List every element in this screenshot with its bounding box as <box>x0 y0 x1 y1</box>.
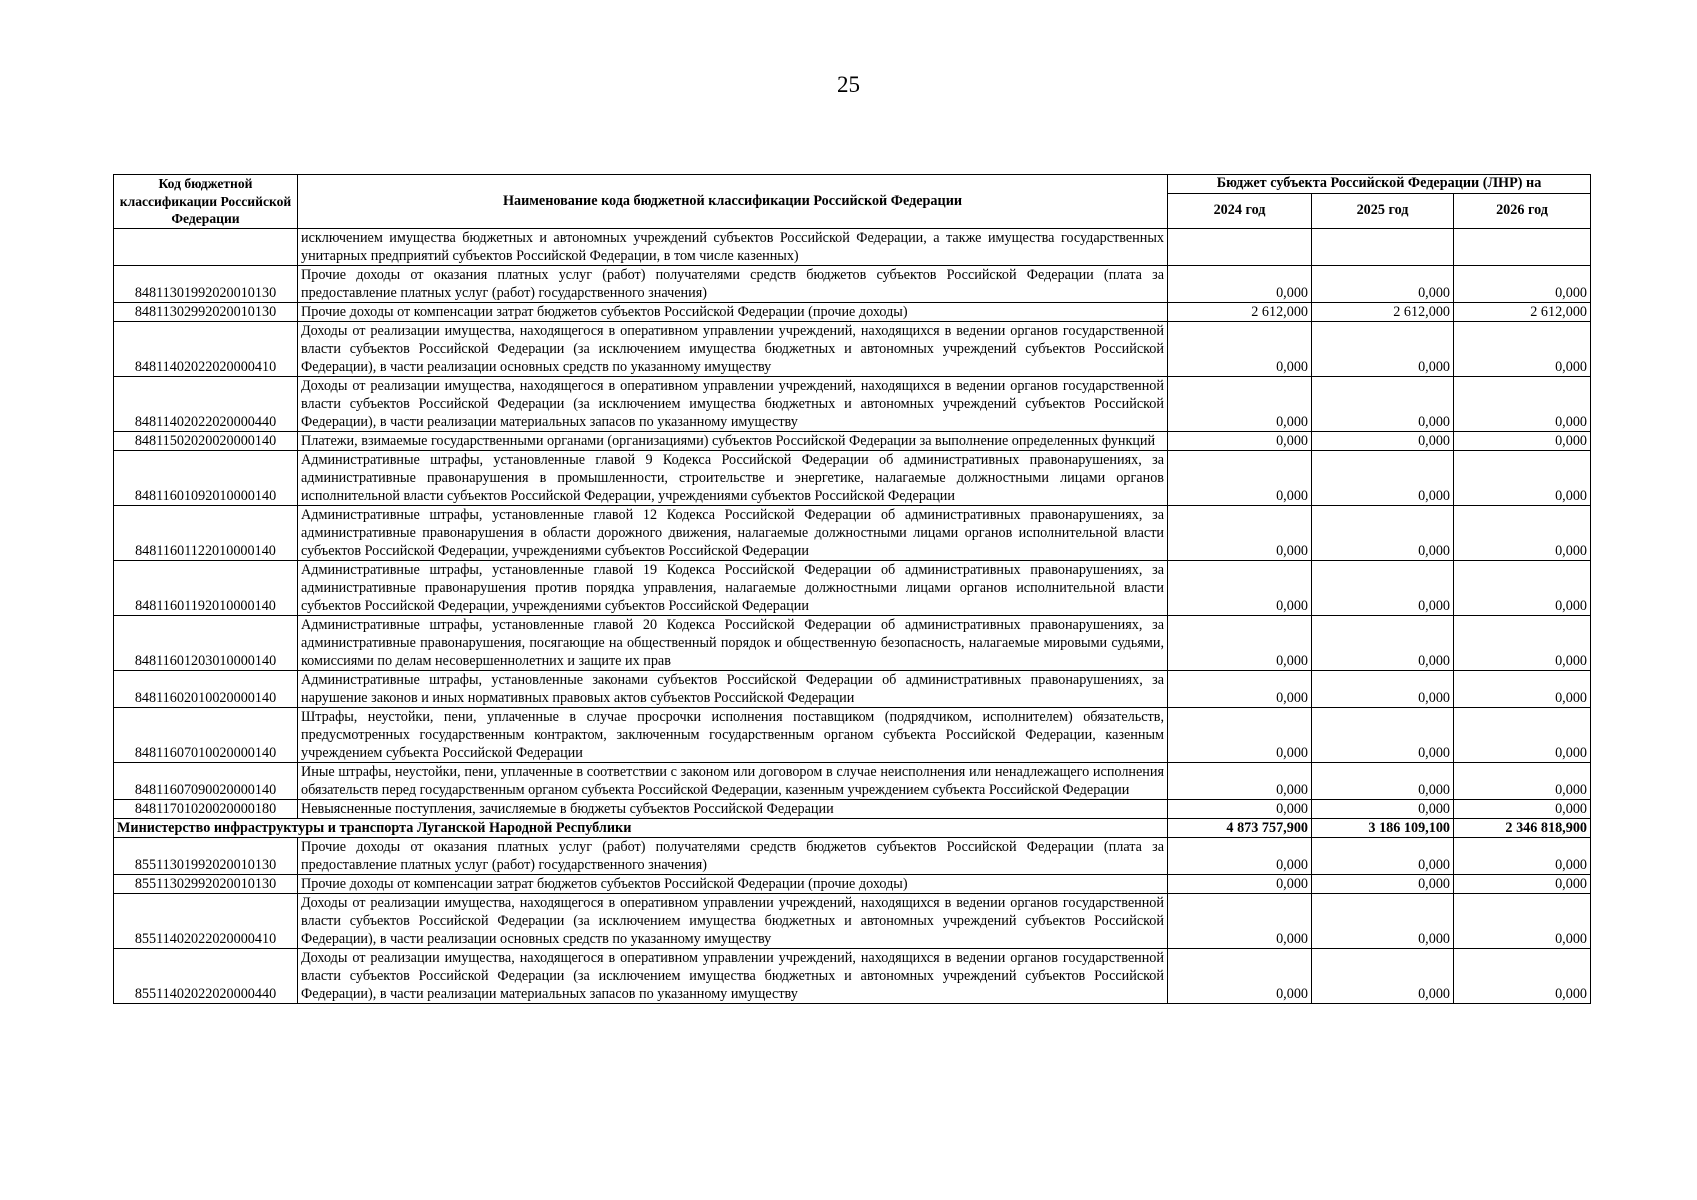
amount-2026-cell: 0,000 <box>1454 799 1591 818</box>
amount-2024-cell: 0,000 <box>1168 893 1312 948</box>
code-name-cell: Прочие доходы от компенсации затрат бюджетов субъектов Российской Федерации (прочие доходы) <box>298 302 1168 321</box>
amount-2024-cell: 2 612,000 <box>1168 302 1312 321</box>
amount-2025-cell: 0,000 <box>1312 893 1454 948</box>
amount-2024-cell: 0,000 <box>1168 376 1312 431</box>
amount-2026-cell: 0,000 <box>1454 265 1591 302</box>
table-row <box>114 874 1591 893</box>
code-name-cell: Иные штрафы, неустойки, пени, уплаченные в соответствии с законом или договором в случае неисполнения или ненадлежащего исполнения обязательств перед государственным органом субъекта Российской Федерации, казенным учреждением субъекта Российской Федерации <box>298 762 1168 799</box>
amount-2024-cell: 0,000 <box>1168 707 1312 762</box>
budget-code-cell: 85511302992020010130 <box>114 874 298 893</box>
budget-code-cell: 84811607010020000140 <box>114 707 298 762</box>
amount-2025-cell: 0,000 <box>1312 799 1454 818</box>
budget-code-cell: 84811601203010000140 <box>114 615 298 670</box>
budget-code-cell: 84811502020020000140 <box>114 431 298 450</box>
amount-2026-cell <box>1454 228 1591 265</box>
table-row <box>114 265 1591 302</box>
table-row <box>114 837 1591 874</box>
budget-header: Бюджет субъекта Российской Федерации (ЛНР) на <box>1168 175 1591 194</box>
amount-2025-cell: 0,000 <box>1312 948 1454 1003</box>
amount-2024-cell: 0,000 <box>1168 450 1312 505</box>
amount-2025-cell: 2 612,000 <box>1312 302 1454 321</box>
year-2026-header: 2026 год <box>1454 193 1591 228</box>
amount-2026-cell: 0,000 <box>1454 450 1591 505</box>
amount-2026-cell: 0,000 <box>1454 615 1591 670</box>
amount-2025-cell: 0,000 <box>1312 762 1454 799</box>
code-name-cell: Административные штрафы, установленные законами субъектов Российской Федерации об административных правонарушениях, за нарушение законов и иных нормативных правовых актов субъектов Российской Федерации <box>298 670 1168 707</box>
amount-2026-cell: 0,000 <box>1454 893 1591 948</box>
amount-2026-cell: 0,000 <box>1454 874 1591 893</box>
code-name-cell: Доходы от реализации имущества, находящегося в оперативном управлении учреждений, находящихся в ведении органов государственной власти субъектов Российской Федерации (за исключением имущества бюджетных и автономных учреждений субъектов Российской Федерации), в части реализации основных средств по указанному имуществу <box>298 893 1168 948</box>
amount-2026-cell: 0,000 <box>1454 670 1591 707</box>
table-row <box>114 450 1591 505</box>
year-2025-header: 2025 год <box>1312 193 1454 228</box>
budget-code-cell: 84811601122010000140 <box>114 505 298 560</box>
table-row <box>114 302 1591 321</box>
amount-2026-cell: 0,000 <box>1454 762 1591 799</box>
amount-2026-cell: 0,000 <box>1454 837 1591 874</box>
header-row <box>114 175 1591 194</box>
code-name-cell: Прочие доходы от компенсации затрат бюджетов субъектов Российской Федерации (прочие доходы) <box>298 874 1168 893</box>
amount-2026-cell: 0,000 <box>1454 376 1591 431</box>
code-name-cell: Доходы от реализации имущества, находящегося в оперативном управлении учреждений, находящихся в ведении органов государственной власти субъектов Российской Федерации (за исключением имущества бюджетных и автономных учреждений субъектов Российской Федерации), в части реализации материальных запасов по указанному имуществу <box>298 948 1168 1003</box>
amount-2025-cell: 0,000 <box>1312 670 1454 707</box>
amount-2025-cell: 3 186 109,100 <box>1312 818 1454 837</box>
amount-2026-cell: 2 612,000 <box>1454 302 1591 321</box>
amount-2025-cell: 0,000 <box>1312 321 1454 376</box>
table-row <box>114 376 1591 431</box>
budget-code-cell: 84811302992020010130 <box>114 302 298 321</box>
table-row <box>114 707 1591 762</box>
amount-2024-cell: 0,000 <box>1168 837 1312 874</box>
amount-2026-cell: 2 346 818,900 <box>1454 818 1591 837</box>
table-row <box>114 505 1591 560</box>
code-name-cell: Невыясненные поступления, зачисляемые в бюджеты субъектов Российской Федерации <box>298 799 1168 818</box>
budget-code-cell: 84811601192010000140 <box>114 560 298 615</box>
budget-code-cell: 84811601092010000140 <box>114 450 298 505</box>
page-number: 25 <box>837 72 860 97</box>
code-name-cell: Административные штрафы, установленные главой 19 Кодекса Российской Федерации об административных правонарушениях, за административные правонарушения против порядка управления, налагаемые должностными лицами органов исполнительной власти субъектов Российской Федерации, учреждениями субъектов Российской Федерации <box>298 560 1168 615</box>
amount-2025-cell: 0,000 <box>1312 837 1454 874</box>
code-name-cell: Административные штрафы, установленные главой 12 Кодекса Российской Федерации об административных правонарушениях, за административные правонарушения в области дорожного движения, налагаемые должностными лицами органов исполнительной власти субъектов Российской Федерации, учреждениями субъектов Российской Федерации <box>298 505 1168 560</box>
budget-code-cell: 84811301992020010130 <box>114 265 298 302</box>
amount-2026-cell: 0,000 <box>1454 560 1591 615</box>
amount-2025-cell <box>1312 228 1454 265</box>
amount-2024-cell: 0,000 <box>1168 948 1312 1003</box>
table-row <box>114 670 1591 707</box>
budget-code-cell: 85511402022020000410 <box>114 893 298 948</box>
budget-table <box>113 174 1591 1004</box>
amount-2026-cell: 0,000 <box>1454 707 1591 762</box>
amount-2025-cell: 0,000 <box>1312 450 1454 505</box>
code-name-cell: Прочие доходы от оказания платных услуг (работ) получателями средств бюджетов субъектов Российской Федерации (плата за предоставление платных услуг (работ) государственного значения) <box>298 837 1168 874</box>
code-column-header: Код бюджетной классификации Российской Федерации <box>114 175 298 229</box>
amount-2025-cell: 0,000 <box>1312 874 1454 893</box>
amount-2024-cell: 4 873 757,900 <box>1168 818 1312 837</box>
amount-2024-cell: 0,000 <box>1168 615 1312 670</box>
amount-2025-cell: 0,000 <box>1312 376 1454 431</box>
amount-2024-cell <box>1168 228 1312 265</box>
amount-2025-cell: 0,000 <box>1312 265 1454 302</box>
amount-2024-cell: 0,000 <box>1168 560 1312 615</box>
amount-2024-cell: 0,000 <box>1168 431 1312 450</box>
amount-2024-cell: 0,000 <box>1168 799 1312 818</box>
code-name-cell: Прочие доходы от оказания платных услуг (работ) получателями средств бюджетов субъектов Российской Федерации (плата за предоставление платных услуг (работ) государственного значения) <box>298 265 1168 302</box>
table-row <box>114 560 1591 615</box>
amount-2025-cell: 0,000 <box>1312 505 1454 560</box>
code-name-cell: Штрафы, неустойки, пени, уплаченные в случае просрочки исполнения поставщиком (подрядчиком, исполнителем) обязательств, предусмотренных государственным контрактом, заключенным государственным органом субъекта Российской Федерации, казенным учреждением субъекта Российской Федерации <box>298 707 1168 762</box>
amount-2025-cell: 0,000 <box>1312 431 1454 450</box>
amount-2024-cell: 0,000 <box>1168 321 1312 376</box>
amount-2024-cell: 0,000 <box>1168 505 1312 560</box>
name-column-header: Наименование кода бюджетной классификации Российской Федерации <box>298 175 1168 229</box>
amount-2025-cell: 0,000 <box>1312 707 1454 762</box>
amount-2024-cell: 0,000 <box>1168 762 1312 799</box>
year-2024-header: 2024 год <box>1168 193 1312 228</box>
amount-2024-cell: 0,000 <box>1168 265 1312 302</box>
table-row <box>114 799 1591 818</box>
amount-2026-cell: 0,000 <box>1454 948 1591 1003</box>
amount-2024-cell: 0,000 <box>1168 670 1312 707</box>
table-row <box>114 893 1591 948</box>
code-name-cell: Доходы от реализации имущества, находящегося в оперативном управлении учреждений, находящихся в ведении органов государственной власти субъектов Российской Федерации (за исключением имущества бюджетных и автономных учреждений субъектов Российской Федерации), в части реализации материальных запасов по указанному имуществу <box>298 376 1168 431</box>
budget-code-cell <box>114 228 298 265</box>
amount-2026-cell: 0,000 <box>1454 431 1591 450</box>
section-row <box>114 818 1591 837</box>
code-name-cell: исключением имущества бюджетных и автономных учреждений субъектов Российской Федерации, а также имущества государственных унитарных предприятий субъектов Российской Федерации, в том числе казенных) <box>298 228 1168 265</box>
amount-2024-cell: 0,000 <box>1168 874 1312 893</box>
section-title: Министерство инфраструктуры и транспорта Луганской Народной Республики <box>114 818 1168 837</box>
budget-code-cell: 84811402022020000410 <box>114 321 298 376</box>
table-row <box>114 228 1591 265</box>
amount-2025-cell: 0,000 <box>1312 560 1454 615</box>
table-row <box>114 762 1591 799</box>
code-name-cell: Доходы от реализации имущества, находящегося в оперативном управлении учреждений, находящихся в ведении органов государственной власти субъектов Российской Федерации (за исключением имущества бюджетных и автономных учреждений субъектов Российской Федерации), в части реализации основных средств по указанному имуществу <box>298 321 1168 376</box>
amount-2025-cell: 0,000 <box>1312 615 1454 670</box>
budget-code-cell: 85511402022020000440 <box>114 948 298 1003</box>
table-row <box>114 615 1591 670</box>
table-row <box>114 948 1591 1003</box>
budget-code-cell: 84811607090020000140 <box>114 762 298 799</box>
code-name-cell: Административные штрафы, установленные главой 20 Кодекса Российской Федерации об административных правонарушениях, за административные правонарушения, посягающие на общественный порядок и общественную безопасность, налагаемые мировыми судьями, комиссиями по делам несовершеннолетних и защите их прав <box>298 615 1168 670</box>
amount-2026-cell: 0,000 <box>1454 321 1591 376</box>
amount-2026-cell: 0,000 <box>1454 505 1591 560</box>
budget-code-cell: 84811602010020000140 <box>114 670 298 707</box>
budget-code-cell: 85511301992020010130 <box>114 837 298 874</box>
code-name-cell: Административные штрафы, установленные главой 9 Кодекса Российской Федерации об административных правонарушениях, за административные правонарушения в промышленности, строительстве и энергетике, налагаемые должностными лицами органов исполнительной власти субъектов Российской Федерации, учреждениями субъектов Российской Федерации <box>298 450 1168 505</box>
table-row <box>114 321 1591 376</box>
budget-code-cell: 84811701020020000180 <box>114 799 298 818</box>
table-body <box>114 228 1591 1003</box>
code-name-cell: Платежи, взимаемые государственными органами (организациями) субъектов Российской Федерации за выполнение определенных функций <box>298 431 1168 450</box>
budget-code-cell: 84811402022020000440 <box>114 376 298 431</box>
table-row <box>114 431 1591 450</box>
